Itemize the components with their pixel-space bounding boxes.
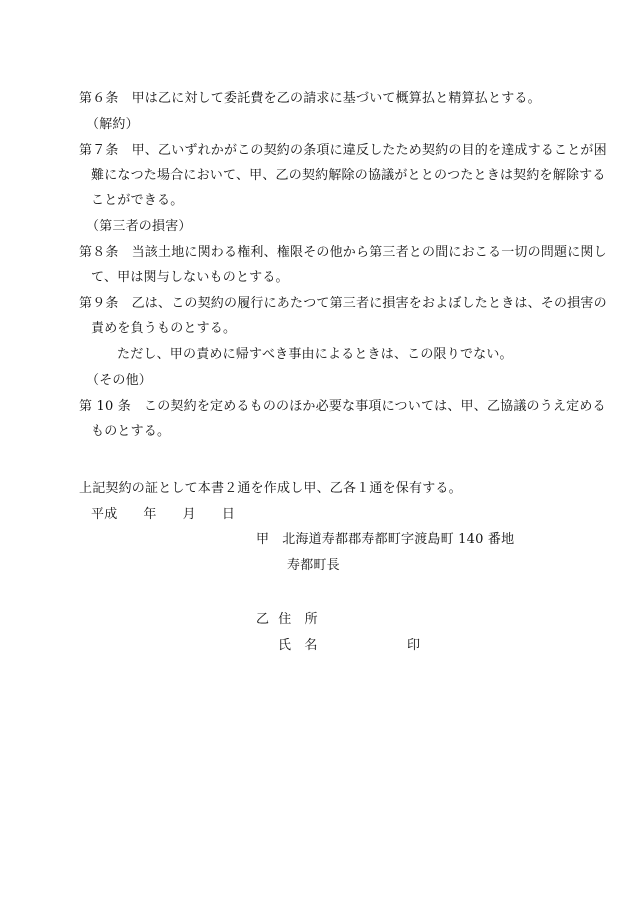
article-8-text-1: 当該土地に関わる権利、権限その他から第三者との間におこる一切の問題に関し: [131, 245, 607, 260]
party-a-address: 北海道寿都郡寿都町字渡島町 140 番地: [282, 532, 515, 547]
party-a-line: [256, 532, 514, 548]
party-b-name-line: [278, 638, 318, 654]
article-6-line-1: [79, 91, 541, 107]
article-6-text-1: 甲は乙に対して委託費を乙の請求に基づいて概算払と精算払とする。: [131, 91, 541, 106]
article-9-line-2: 責めを負うものとする。: [91, 321, 237, 336]
party-b-label: 乙: [256, 612, 270, 627]
party-b-name-label: 氏 名: [278, 638, 318, 653]
date-year: 年: [143, 507, 157, 522]
article-8-line-2: て、甲は関与しないものとする。: [91, 270, 289, 285]
heading-other: （その他）: [86, 373, 153, 388]
article-7-number: 第７条: [79, 143, 119, 158]
article-9-line-3: ただし、甲の責めに帰すべき事由によるときは、この限りでない。: [117, 347, 513, 362]
article-7-text-1: 甲、乙いずれかがこの契約の条項に違反したため契約の目的を達成することが困: [131, 143, 607, 158]
article-9-text-1: 乙は、この契約の履行にあたつて第三者に損害をおよぼしたときは、その損害の: [131, 296, 607, 311]
date-era: 平成: [91, 507, 118, 522]
heading-third-party-damage: （第三者の損害）: [86, 219, 192, 234]
article-10-line-1: [79, 399, 606, 415]
party-a-label: 甲: [256, 532, 270, 547]
date-line: [91, 507, 235, 523]
party-b-seal: 印: [407, 638, 421, 653]
closing-statement: 上記契約の証として本書２通を作成し甲、乙各１通を保有する。: [79, 481, 462, 496]
article-10-text-1: この契約を定めるもののほか必要な事項については、甲、乙協議のうえ定める: [144, 399, 606, 414]
article-7-line-3: ことができる。: [91, 193, 184, 208]
article-10-number: 第 10 条: [79, 399, 132, 414]
date-month: 月: [182, 507, 196, 522]
party-b-address-label: 住 所: [278, 612, 318, 627]
article-6-number: 第６条: [79, 91, 119, 106]
article-8-line-1: [79, 245, 607, 261]
date-day: 日: [221, 507, 236, 522]
party-a-title: 寿都町長: [287, 558, 340, 573]
party-b-line: [256, 612, 318, 628]
article-7-line-1: [79, 143, 607, 159]
heading-termination: （解約）: [86, 117, 139, 132]
article-7-line-2: 難になつた場合において、甲、乙の契約解除の協議がととのつたときは契約を解除する: [91, 168, 606, 183]
article-8-number: 第８条: [79, 245, 119, 260]
article-9-number: 第９条: [79, 296, 119, 311]
article-10-line-2: ものとする。: [91, 424, 171, 439]
article-9-line-1: [79, 296, 607, 312]
